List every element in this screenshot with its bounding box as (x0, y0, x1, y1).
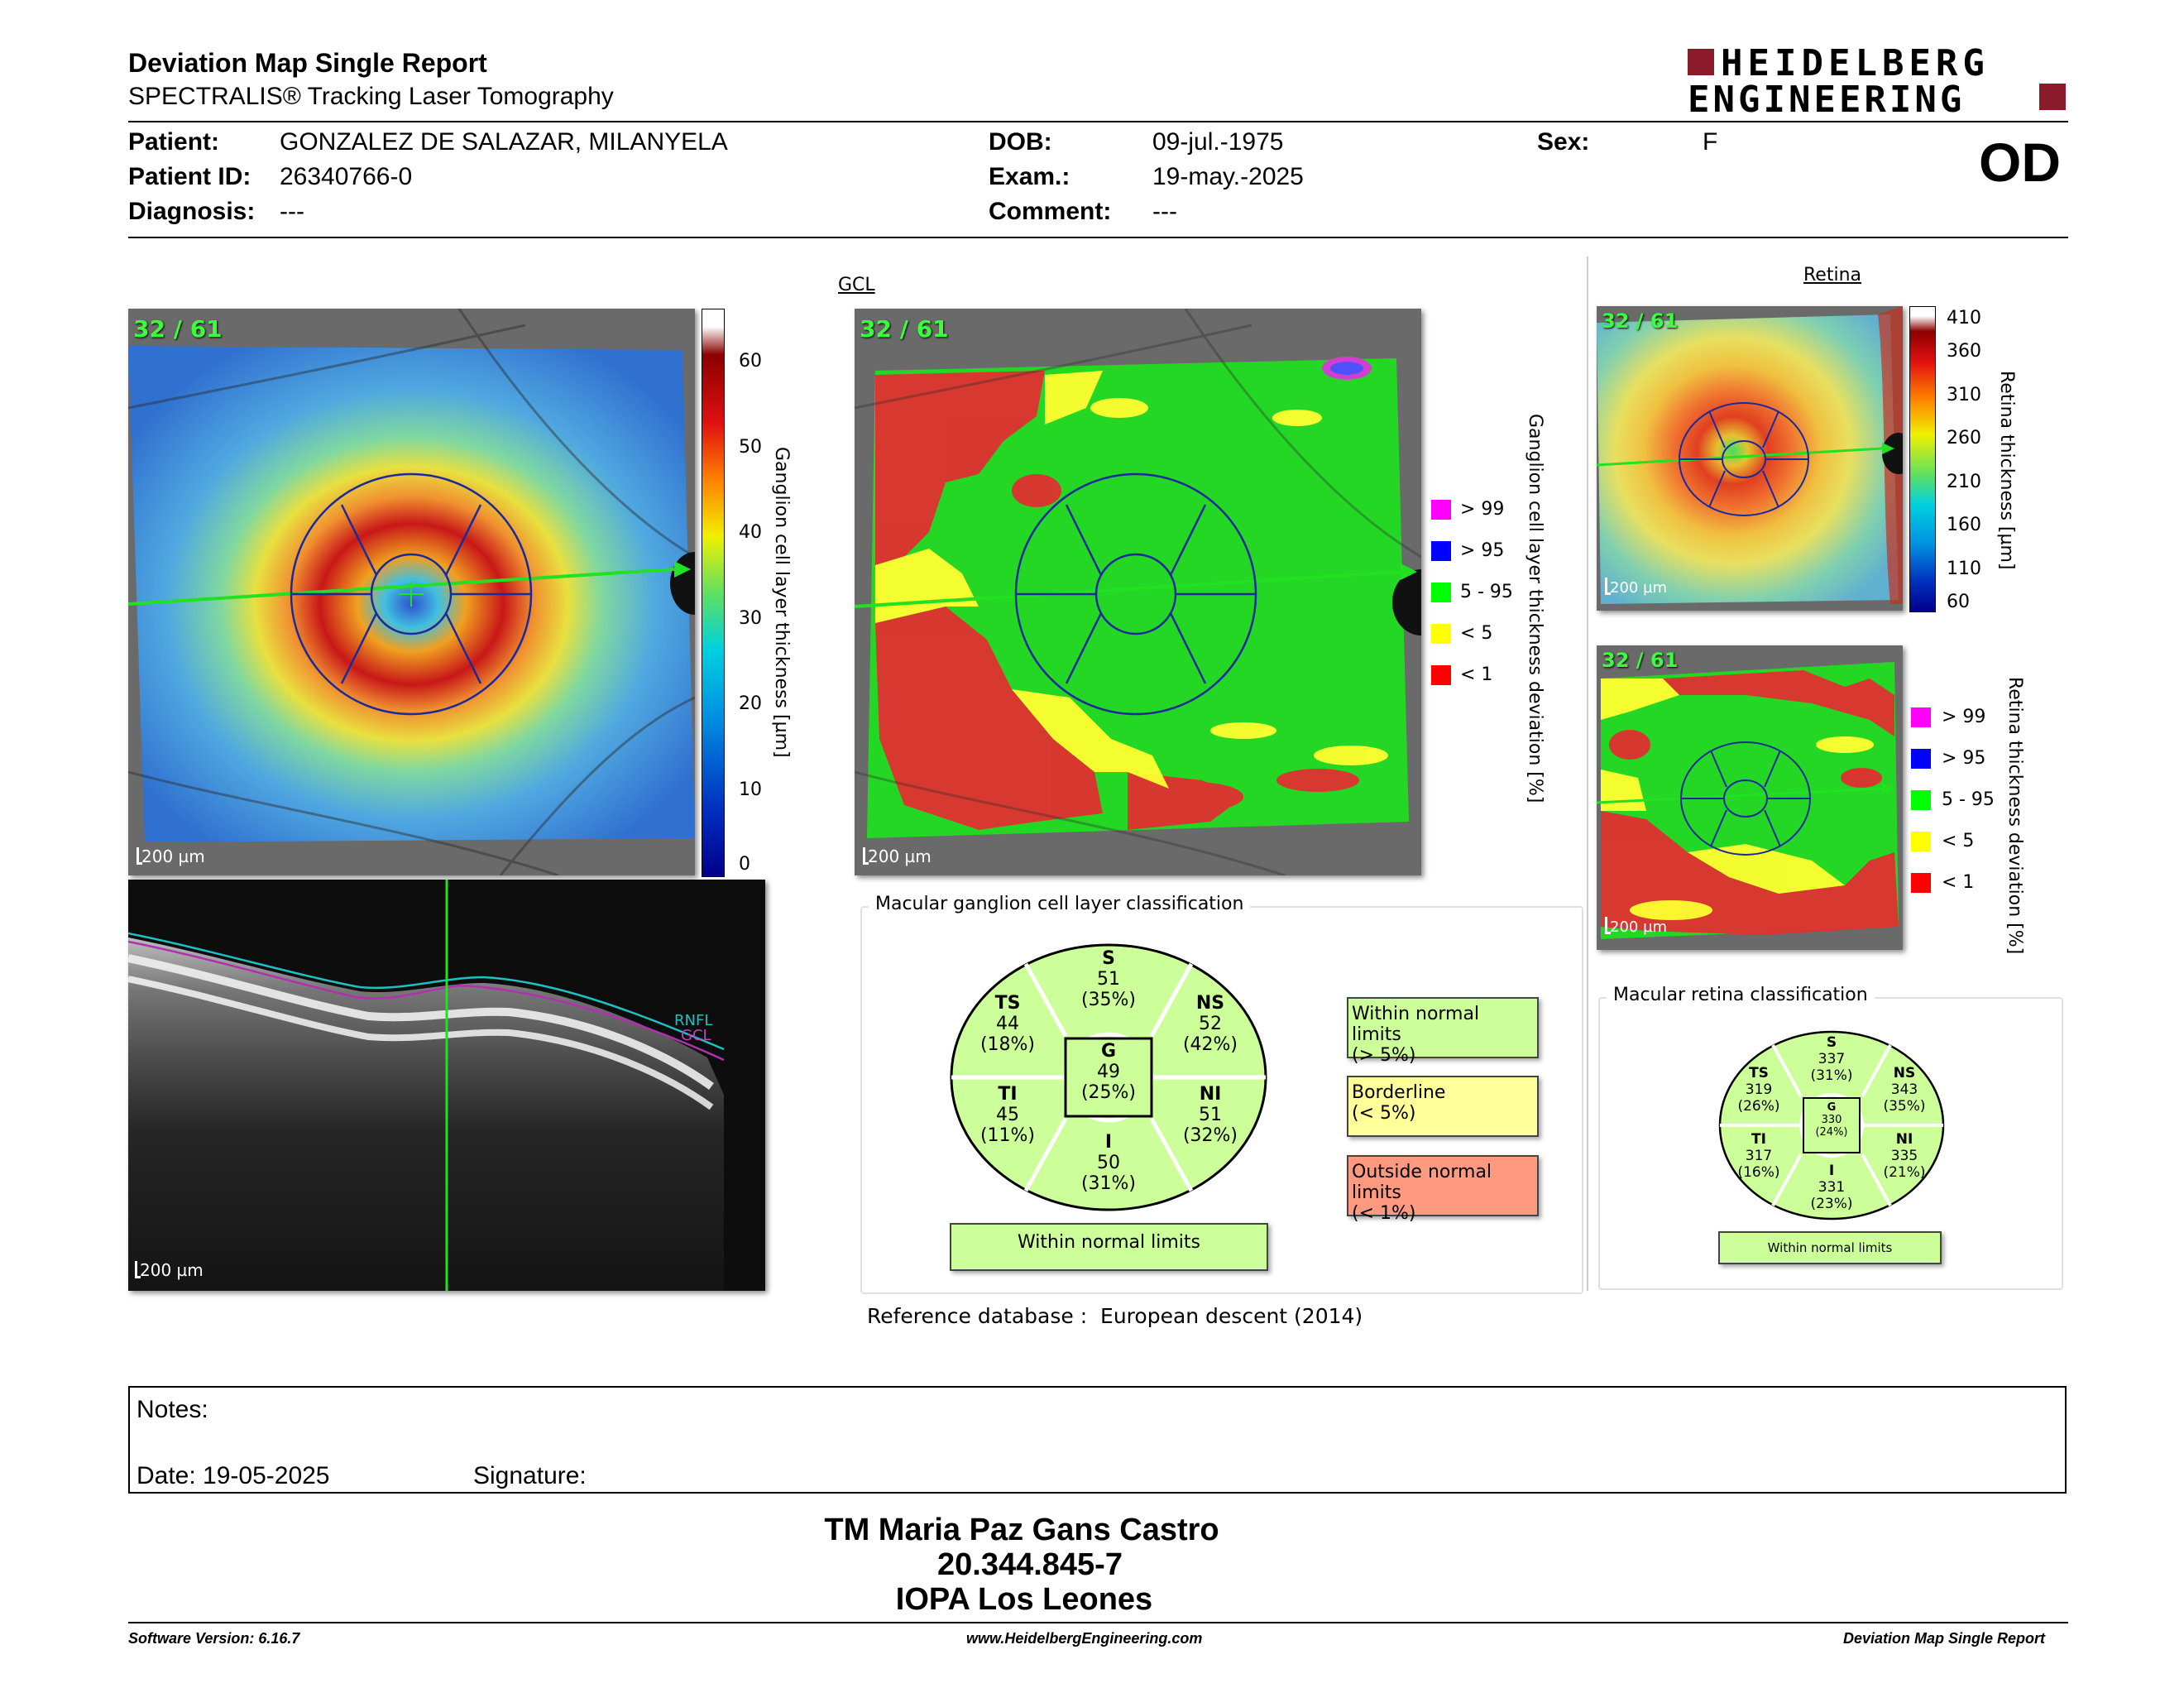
gcl-sector-ni: NI 51 (32%) (1182, 1084, 1238, 1146)
gcl-deviation-scan-tag: 32 / 61 (860, 315, 949, 343)
retina-tick: 210 (1947, 472, 1981, 492)
signature-id: 20.344.845-7 (937, 1547, 1123, 1582)
gcl-sector-ti: TI 45 (11%) (979, 1084, 1036, 1146)
retina-sector-ni: NI 335 (21%) (1883, 1131, 1926, 1181)
patient-name: GONZALEZ DE SALAZAR, MILANYELA (280, 128, 728, 156)
gcl-tick: 20 (739, 693, 762, 714)
report-subtitle: SPECTRALIS® Tracking Laser Tomography (128, 83, 614, 110)
legend-label: < 1 (1460, 664, 1493, 685)
retina-tick: 310 (1947, 385, 1981, 405)
retina-deviation-axis-label: Retina thickness deviation [%] (2004, 677, 2025, 955)
legend-label: 5 - 95 (1942, 789, 1995, 810)
sex-value: F (1703, 128, 1718, 156)
legend-swatch (1431, 665, 1451, 685)
exam-label: Exam.: (989, 163, 1070, 190)
legend-swatch (1911, 707, 1931, 727)
patient-label: Patient: (128, 128, 220, 156)
gcl-result-box: Within normal limits (950, 1223, 1268, 1271)
logo-square-icon (2039, 84, 2066, 110)
legend-swatch (1431, 500, 1451, 520)
rnfl-label: RNFL (674, 1012, 713, 1029)
legend-swatch (1911, 832, 1931, 851)
eye-label: OD (1979, 132, 2061, 193)
gcl-sector-g: G 49 (25%) (1080, 1041, 1137, 1103)
legend-label: > 99 (1460, 499, 1505, 520)
gcl-deviation-scale-bar: 200 µm (868, 846, 932, 866)
header-rule (128, 121, 2068, 122)
notes-date: Date: 19-05-2025 (136, 1462, 330, 1489)
legend-swatch (1911, 873, 1931, 893)
legend-swatch (1431, 624, 1451, 644)
retina-scale-bar: 200 µm (1610, 579, 1668, 597)
retina-sector-s: S 337 (31%) (1810, 1034, 1853, 1084)
gcl-deviation-map (855, 309, 1421, 875)
legend-swatch (1911, 749, 1931, 769)
retina-thickness-colorbar (1909, 306, 1936, 612)
retina-thickness-axis-label: Retina thickness [µm] (1996, 371, 2017, 570)
gcl-sector-ns: NS 52 (42%) (1182, 993, 1238, 1055)
legend-label: 5 - 95 (1460, 582, 1513, 602)
gcl-deviation-axis-label: Ganglion cell layer thickness deviation [%] (1525, 414, 1545, 803)
legend-swatch (1431, 541, 1451, 561)
gcl-tick: 40 (739, 522, 762, 543)
key-within-normal: Within normal limits (> 5%) (1347, 997, 1539, 1058)
retina-deviation-scan-tag: 32 / 61 (1602, 649, 1679, 672)
gcl-scale-bar: 200 µm (141, 846, 205, 866)
retina-deviation-scale-bar: 200 µm (1610, 918, 1668, 936)
retina-scan-tag: 32 / 61 (1602, 309, 1679, 333)
key-borderline: Borderline (< 5%) (1347, 1076, 1539, 1137)
reference-database: Reference database : European descent (2014) (867, 1304, 1363, 1328)
logo-line2: ENGINEERING (1688, 79, 1966, 121)
gcl-thickness-image (128, 309, 695, 875)
signature-name: TM Maria Paz Gans Castro (824, 1513, 1219, 1547)
gcl-sector-s: S 51 (35%) (1080, 948, 1137, 1010)
retina-sector-ns: NS 343 (35%) (1883, 1065, 1926, 1115)
retina-sector-ti: TI 317 (16%) (1737, 1131, 1780, 1181)
gcl-tick: 60 (739, 351, 762, 372)
key-outside-normal: Outside normal limits (< 1%) (1347, 1155, 1539, 1216)
gcl-tick: 50 (739, 437, 762, 458)
exam-value: 19-may.-2025 (1152, 163, 1304, 190)
retina-sector-i: I 331 (23%) (1810, 1163, 1853, 1212)
notes-signature-label: Signature: (473, 1462, 587, 1489)
gcl-sector-chart (950, 943, 1268, 1212)
legend-swatch (1911, 790, 1931, 810)
gcl-scan-tag: 32 / 61 (133, 315, 223, 343)
oct-bscan-image (128, 880, 765, 1291)
patient-id: 26340766-0 (280, 163, 413, 190)
legend-label: < 1 (1942, 872, 1975, 893)
company-website[interactable]: www.HeidelbergEngineering.com (966, 1630, 1203, 1647)
oct-bscan (128, 880, 765, 1291)
comment-label: Comment: (989, 198, 1112, 225)
gcl-tick: 10 (739, 779, 762, 800)
software-version: Software Version: 6.16.7 (128, 1630, 300, 1647)
retina-tick: 60 (1947, 592, 1970, 612)
gcl-thickness-map (128, 309, 695, 875)
diagnosis-value: --- (280, 198, 304, 225)
retina-thickness-image (1597, 306, 1903, 611)
retina-sector-ts: TS 319 (26%) (1737, 1065, 1780, 1115)
legend-swatch (1431, 583, 1451, 602)
section-divider (1587, 257, 1588, 1291)
retina-tick: 410 (1947, 308, 1981, 328)
gcl-thickness-colorbar (702, 309, 725, 877)
retina-classification-title: Macular retina classification (1607, 985, 1875, 1005)
retina-sector-g: G 330 (24%) (1815, 1101, 1848, 1139)
patient-id-label: Patient ID: (128, 163, 251, 190)
retina-tick: 160 (1947, 515, 1981, 535)
bscan-scale-bar: 200 µm (140, 1260, 204, 1280)
retina-tick: 360 (1947, 341, 1981, 362)
retina-deviation-image (1597, 645, 1903, 950)
gcl-tick: 30 (739, 608, 762, 629)
retina-tick: 260 (1947, 428, 1981, 448)
gcl-tick: 0 (739, 854, 750, 875)
notes-label: Notes: (136, 1396, 208, 1423)
gcl-sector-i: I 50 (31%) (1080, 1132, 1137, 1194)
retina-result-box: Within normal limits (1718, 1231, 1942, 1264)
legend-label: < 5 (1942, 831, 1975, 851)
gcl-deviation-image (855, 309, 1421, 875)
retina-section-title: Retina (1803, 265, 1861, 285)
footer-report-name: Deviation Map Single Report (1843, 1630, 2046, 1647)
gcl-label: GCL (681, 1027, 711, 1044)
diagnosis-label: Diagnosis: (128, 198, 256, 225)
comment-value: --- (1152, 198, 1177, 225)
legend-label: > 99 (1942, 707, 1986, 727)
notes-box[interactable] (128, 1386, 2067, 1494)
legend-label: > 95 (1460, 540, 1505, 561)
gcl-thickness-axis-label: Ganglion cell layer thickness [µm] (771, 447, 792, 758)
legend-label: > 95 (1942, 748, 1986, 769)
signature-clinic: IOPA Los Leones (895, 1582, 1153, 1617)
sex-label: Sex: (1537, 128, 1590, 156)
patient-rule (128, 237, 2068, 238)
footer-rule (128, 1622, 2068, 1623)
dob-label: DOB: (989, 128, 1052, 156)
dob-value: 09-jul.-1975 (1152, 128, 1284, 156)
report-title: Deviation Map Single Report (128, 48, 487, 78)
heidelberg-logo (1688, 42, 2068, 121)
retina-sector-chart (1718, 1030, 1945, 1220)
retina-thickness-map (1597, 306, 1903, 611)
legend-label: < 5 (1460, 623, 1493, 644)
gcl-classification-title: Macular ganglion cell layer classification (869, 894, 1250, 914)
gcl-sector-ts: TS 44 (18%) (979, 993, 1036, 1055)
retina-deviation-map (1597, 645, 1903, 950)
logo-line1: HEIDELBERG (1721, 42, 1990, 84)
logo-square-icon (1688, 49, 1714, 75)
retina-tick: 110 (1947, 559, 1981, 579)
gcl-section-title: GCL (838, 275, 875, 295)
